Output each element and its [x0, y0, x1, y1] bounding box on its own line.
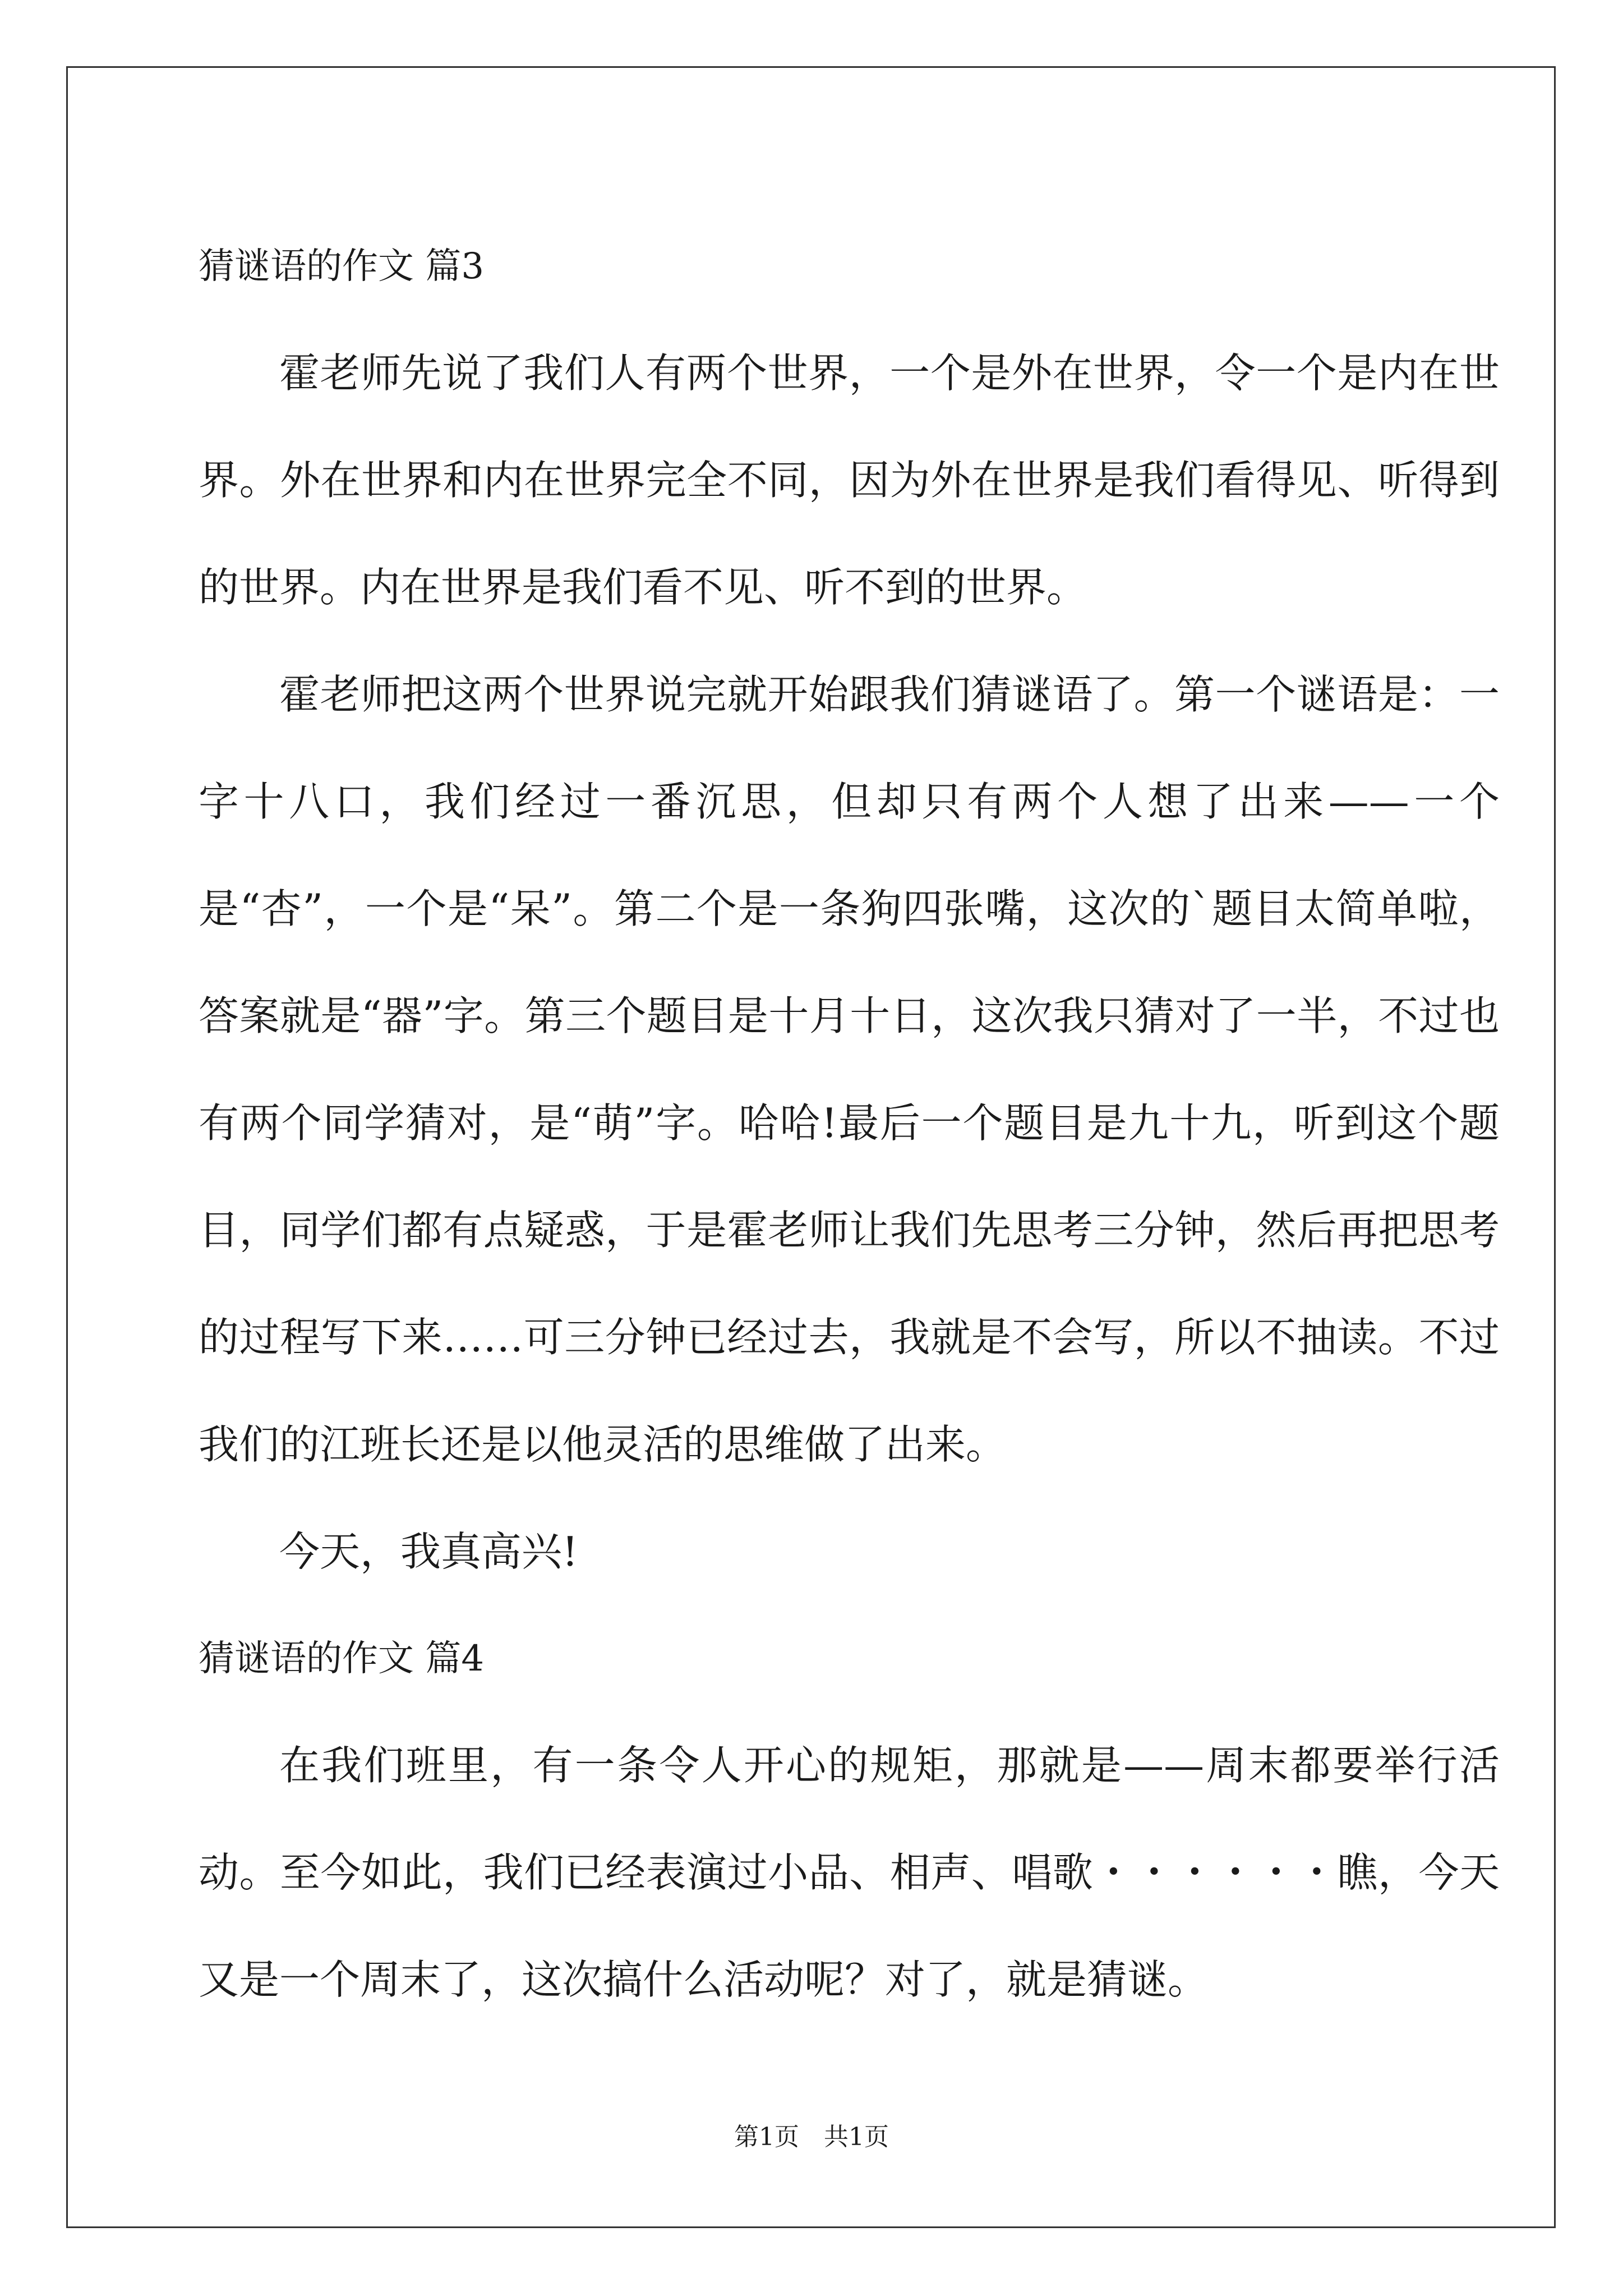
essay3-paragraph-1: 霍老师先说了我们人有两个世界，一个是外在世界，令一个是内在世界。外在世界和内在世界完全不同，因为外在世界是我们看得见、听得到的世界。内在世界是我们看不见、听不到的世界。 [199, 349, 1500, 611]
essay3-title: 猜谜语的作文 篇3 [199, 246, 485, 287]
essay3-paragraph-2: 霍老师把这两个世界说完就开始跟我们猜谜语了。第一个谜语是：一字十八口，我们经过一番沉思，但却只有两个人想了出来——一个是“杏”，一个是“呆”。第二个是一条狗四张嘴，这次的`题目太简单啦，答案就是“器”字。第三个题目是十月十日，这次我只猜对了一半，不过也有两个同学猜对，是“萌”字。哈哈!最后一个题目是九十九，听到这个题目，同学们都有点疑惑，于是霍老师让我们先思考三分钟，然后再把思考的过程写下来……可三分钟已经过去，我就是不会写，所以不抽读。不过我们的江班长还是以他灵活的思维做了出来。 [199, 671, 1500, 1468]
page-footer: 第1页 共1页 [734, 2123, 889, 2151]
essay4-title: 猜谜语的作文 篇4 [199, 1638, 485, 1680]
essay4-paragraph-1: 在我们班里，有一条令人开心的规矩，那就是——周末都要举行活动。至今如此，我们已经表演过小品、相声、唱歌・・・・・・瞧，今天又是一个周末了，这次搞什么活动呢？对了，就是猜谜。 [199, 1742, 1500, 2003]
document-body [199, 213, 1500, 2033]
essay3-paragraph-3: 今天，我真高兴! [279, 1528, 578, 1575]
